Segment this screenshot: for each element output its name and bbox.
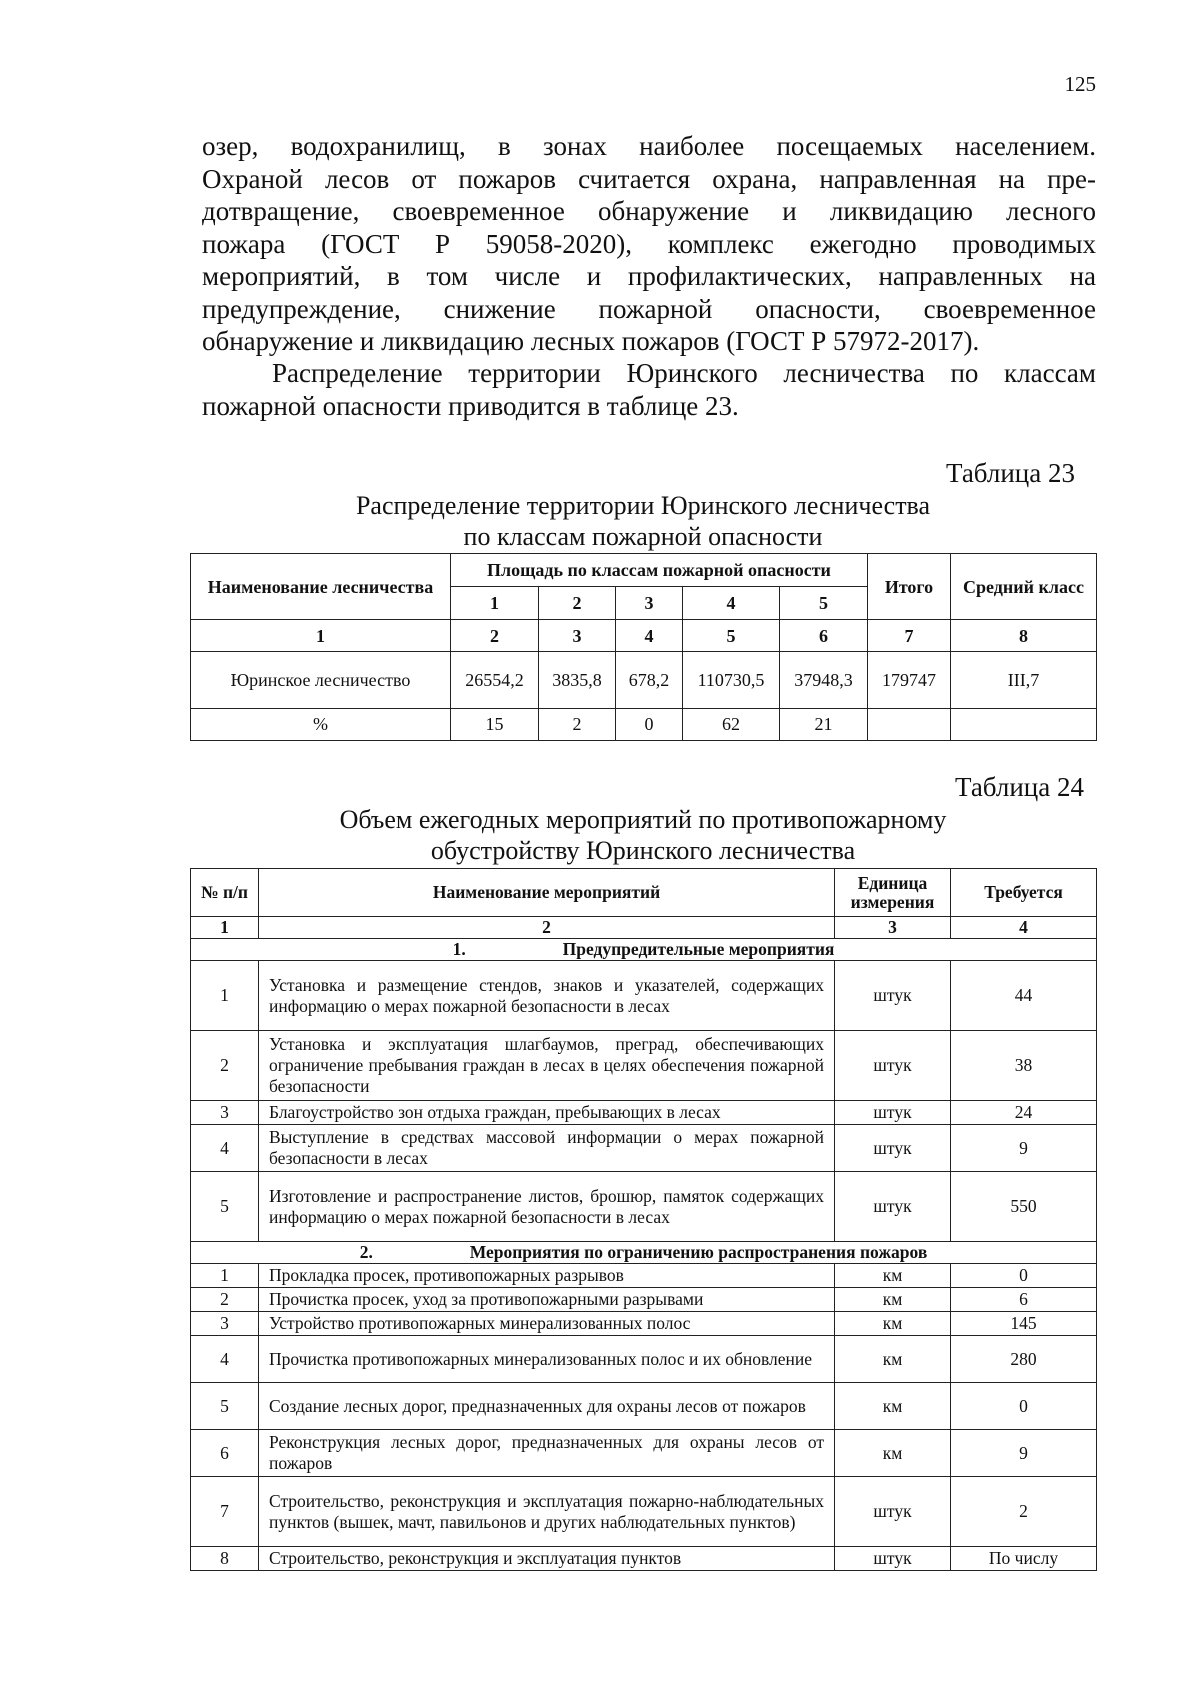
- text-line: пожарной опасности приводится в таблице 23.: [202, 390, 739, 421]
- table-cell: 179747: [868, 652, 951, 709]
- table-row: [191, 1312, 1097, 1336]
- table23: [190, 553, 1097, 741]
- header-class-5: 5: [780, 587, 868, 620]
- table-row: [191, 1172, 1097, 1242]
- row-number: 4: [191, 1125, 259, 1172]
- table-row: [191, 1101, 1097, 1125]
- section-heading-fire-spread: [191, 1242, 1097, 1264]
- index-cell: 8: [951, 620, 1097, 652]
- index-cell: 7: [868, 620, 951, 652]
- table-row: [191, 1336, 1097, 1383]
- unit-cell: км: [835, 1264, 951, 1288]
- activity-name: Прочистка противопожарных минерализованных полос и их обновление: [259, 1336, 835, 1383]
- required-cell: 9: [951, 1430, 1097, 1477]
- table23-index-row: [191, 620, 1097, 652]
- activity-name: Устройство противопожарных минерализованных полос: [259, 1312, 835, 1336]
- required-cell: 0: [951, 1264, 1097, 1288]
- header-unit: Единица измерения: [835, 869, 951, 917]
- text-line: Распределение территории Юринского лесничества по классам: [272, 358, 1096, 388]
- header-required: Требуется: [951, 869, 1097, 917]
- header-forestry-name: Наименование лесничества: [191, 554, 451, 620]
- table24-index-row: [191, 917, 1097, 939]
- header-class-4: 4: [683, 587, 780, 620]
- index-cell: 6: [780, 620, 868, 652]
- unit-cell: штук: [835, 1031, 951, 1101]
- row-number: 7: [191, 1477, 259, 1547]
- text-line: озер, водохранилищ, в зонах наиболее посещаемых населением.: [202, 131, 1096, 161]
- required-cell: 6: [951, 1288, 1097, 1312]
- header-class-3: 3: [616, 587, 683, 620]
- row-number: 6: [191, 1430, 259, 1477]
- header-number: № п/п: [191, 869, 259, 917]
- table24-title-line: Объем ежегодных мероприятий по противопожарному: [339, 805, 947, 834]
- table-row: [191, 1031, 1097, 1101]
- activity-name: Прокладка просек, противопожарных разрывов: [259, 1264, 835, 1288]
- activity-name: Благоустройство зон отдыха граждан, пребывающих в лесах: [259, 1101, 835, 1125]
- header-class-1: 1: [451, 587, 539, 620]
- activity-name: Строительство, реконструкция и эксплуатация пожарно-наблюдательных пунктов (вышек, мачт, павильонов и других наблюдательных пунктов): [259, 1477, 835, 1547]
- table-cell: 21: [780, 709, 868, 741]
- table24: [190, 868, 1097, 1571]
- table24-title: [190, 804, 1096, 866]
- unit-cell: штук: [835, 1172, 951, 1242]
- row-number: 3: [191, 1312, 259, 1336]
- header-activity-name: Наименование мероприятий: [259, 869, 835, 917]
- table-row: [191, 1430, 1097, 1477]
- page-number: 125: [1064, 72, 1096, 96]
- table-cell: 26554,2: [451, 652, 539, 709]
- index-cell: 3: [835, 917, 951, 939]
- unit-cell: штук: [835, 961, 951, 1031]
- table-row: [191, 709, 1097, 741]
- required-cell: 2: [951, 1477, 1097, 1547]
- table-cell: [951, 709, 1097, 741]
- header-class-2: 2: [539, 587, 616, 620]
- table-cell: 0: [616, 709, 683, 741]
- required-cell: 0: [951, 1383, 1097, 1430]
- row-number: 1: [191, 1264, 259, 1288]
- table-row: [191, 652, 1097, 709]
- table-cell: 62: [683, 709, 780, 741]
- unit-cell: км: [835, 1383, 951, 1430]
- table-row: [191, 1547, 1097, 1571]
- section-row: [191, 939, 1097, 961]
- index-cell: 2: [451, 620, 539, 652]
- activity-name: Прочистка просек, уход за противопожарными разрывами: [259, 1288, 835, 1312]
- table-cell: [868, 709, 951, 741]
- table-cell: 110730,5: [683, 652, 780, 709]
- table-row: [191, 1264, 1097, 1288]
- table-cell: 3835,8: [539, 652, 616, 709]
- table-cell: 2: [539, 709, 616, 741]
- required-cell: 24: [951, 1101, 1097, 1125]
- table-row: [191, 1125, 1097, 1172]
- unit-cell: штук: [835, 1125, 951, 1172]
- table23-caption: Таблица 23: [946, 458, 1075, 488]
- section-number: 2.: [359, 1242, 373, 1262]
- required-cell: 145: [951, 1312, 1097, 1336]
- text-line: дотвращение, своевременное обнаружение и ликвидацию лесного: [202, 196, 1096, 226]
- unit-cell: штук: [835, 1547, 951, 1571]
- unit-cell: км: [835, 1288, 951, 1312]
- text-line: Охраной лесов от пожаров считается охрана, направленная на пре-: [202, 163, 1096, 194]
- table-row: [191, 1477, 1097, 1547]
- index-cell: 5: [683, 620, 780, 652]
- activity-name: Изготовление и распространение листов, брошюр, памяток содержащих информацию о мерах пожарной безопасности в лесах: [259, 1172, 835, 1242]
- unit-cell: штук: [835, 1101, 951, 1125]
- table-cell: Юринское лесничество: [191, 652, 451, 709]
- table-cell: 678,2: [616, 652, 683, 709]
- text-line: предупреждение, снижение пожарной опасности, своевременное: [202, 293, 1096, 324]
- row-number: 2: [191, 1031, 259, 1101]
- table-cell: III,7: [951, 652, 1097, 709]
- table23-title-line: по классам пожарной опасности: [463, 522, 823, 551]
- section-title: Мероприятия по ограничению распространения пожаров: [469, 1242, 928, 1262]
- activity-name: Создание лесных дорог, предназначенных для охраны лесов от пожаров: [259, 1383, 835, 1430]
- table24-caption: Таблица 24: [955, 772, 1084, 802]
- table23-title-line: Распределение территории Юринского лесничества: [355, 491, 931, 520]
- table-cell: 15: [451, 709, 539, 741]
- required-cell: По числу: [951, 1547, 1097, 1571]
- table-cell: %: [191, 709, 451, 741]
- activity-name: Реконструкция лесных дорог, предназначенных для охраны лесов от пожаров: [259, 1430, 835, 1477]
- table-row: [191, 961, 1097, 1031]
- index-cell: 1: [191, 917, 259, 939]
- activity-name: Строительство, реконструкция и эксплуатация пунктов: [259, 1547, 835, 1571]
- required-cell: 280: [951, 1336, 1097, 1383]
- index-cell: 3: [539, 620, 616, 652]
- text-line: мероприятий, в том числе и профилактических, направленных на: [202, 261, 1096, 291]
- header-average-class: Средний класс: [951, 554, 1097, 620]
- activity-name: Установка и эксплуатация шлагбаумов, преград, обеспечивающих ограничение пребывания граждан в лесах в целях обеспечения пожарной безопасности: [259, 1031, 835, 1101]
- section-row: [191, 1242, 1097, 1264]
- row-number: 3: [191, 1101, 259, 1125]
- table-row: [191, 1288, 1097, 1312]
- text-line: обнаружение и ликвидацию лесных пожаров (ГОСТ Р 57972-2017).: [202, 326, 980, 356]
- row-number: 1: [191, 961, 259, 1031]
- activity-name: Выступление в средствах массовой информации о мерах пожарной безопасности в лесах: [259, 1125, 835, 1172]
- activity-name: Установка и размещение стендов, знаков и указателей, содержащих информацию о мерах пожарной безопасности в лесах: [259, 961, 835, 1031]
- unit-cell: км: [835, 1312, 951, 1336]
- unit-cell: км: [835, 1430, 951, 1477]
- required-cell: 44: [951, 961, 1097, 1031]
- required-cell: 38: [951, 1031, 1097, 1101]
- text-line: пожара (ГОСТ Р 59058-2020), комплекс ежегодно проводимых: [202, 228, 1096, 259]
- index-cell: 2: [259, 917, 835, 939]
- section-heading-preventive: [191, 939, 1097, 961]
- row-number: 8: [191, 1547, 259, 1571]
- row-number: 5: [191, 1172, 259, 1242]
- header-total: Итого: [868, 554, 951, 620]
- unit-cell: км: [835, 1336, 951, 1383]
- row-number: 5: [191, 1383, 259, 1430]
- table23-title: [190, 490, 1096, 552]
- index-cell: 4: [951, 917, 1097, 939]
- paragraph-table-reference: [202, 357, 1096, 422]
- required-cell: 550: [951, 1172, 1097, 1242]
- unit-cell: штук: [835, 1477, 951, 1547]
- row-number: 2: [191, 1288, 259, 1312]
- section-number: 1.: [452, 939, 466, 959]
- paragraph-forest-protection: [202, 130, 1096, 358]
- row-number: 4: [191, 1336, 259, 1383]
- table24-title-line: обустройству Юринского лесничества: [430, 836, 856, 865]
- required-cell: 9: [951, 1125, 1097, 1172]
- header-area-by-class: Площадь по классам пожарной опасности: [451, 554, 868, 587]
- index-cell: 4: [616, 620, 683, 652]
- table-row: [191, 1383, 1097, 1430]
- index-cell: 1: [191, 620, 451, 652]
- section-title: Предупредительные мероприятия: [562, 939, 835, 959]
- table-cell: 37948,3: [780, 652, 868, 709]
